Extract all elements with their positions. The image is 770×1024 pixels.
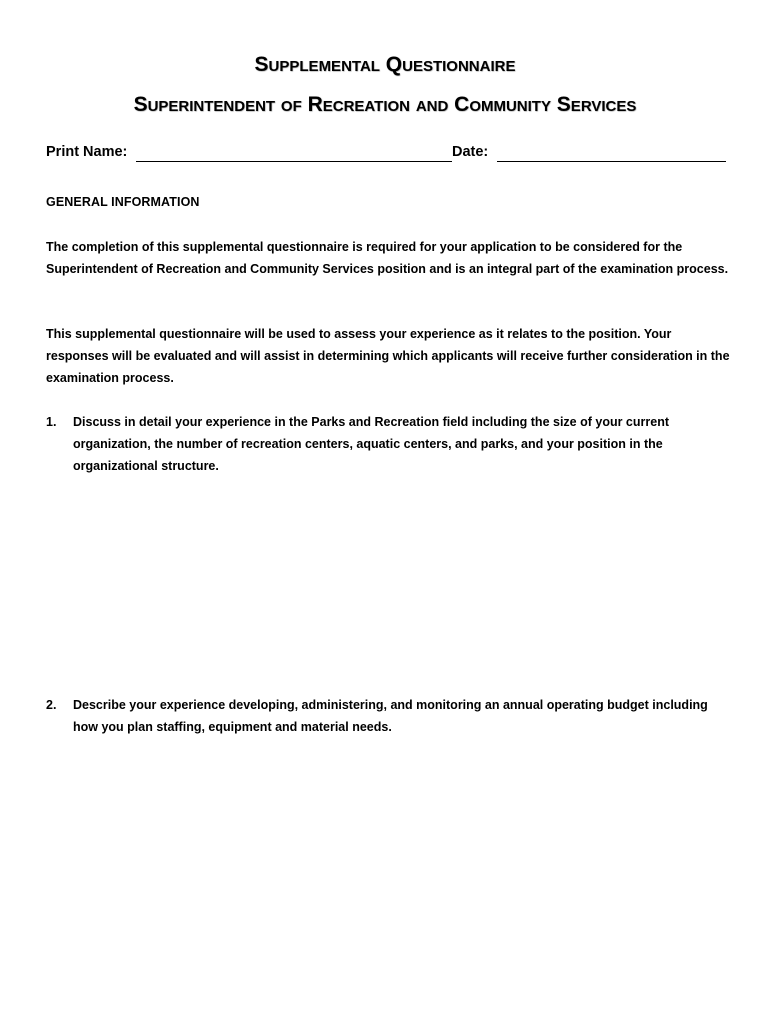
name-date-row (46, 144, 726, 166)
date-label: Date: (452, 144, 489, 160)
question-number: 2. (46, 698, 57, 712)
print-name-field[interactable] (136, 161, 452, 162)
document-subtitle: Superintendent of Recreation and Community Services (133, 93, 637, 116)
question-text: Describe your experience developing, administering, and monitoring an annual operating budget including how you plan staffing, equipment and material needs. (73, 698, 708, 734)
document-title: Supplemental Questionnaire (254, 53, 516, 76)
general-information-heading: GENERAL INFORMATION (46, 195, 200, 209)
intro-paragraph-2: This supplemental questionnaire will be used to assess your experience as it relates to the position. Your responses will be evaluated and will assist in determining which applicants will receive further consideration in the examination process. (46, 327, 730, 385)
question-text: Discuss in detail your experience in the Parks and Recreation field including the size of your current organization, the number of recreation centers, aquatic centers, and parks, and your position in the organizational structure. (73, 415, 669, 473)
print-name-label: Print Name: (46, 144, 128, 160)
intro-paragraph-1: The completion of this supplemental questionnaire is required for your application to be considered for the Superintendent of Recreation and Community Services position and is an integral part of the examination process. (46, 240, 729, 276)
date-field[interactable] (497, 161, 726, 162)
question-number: 1. (46, 415, 57, 429)
